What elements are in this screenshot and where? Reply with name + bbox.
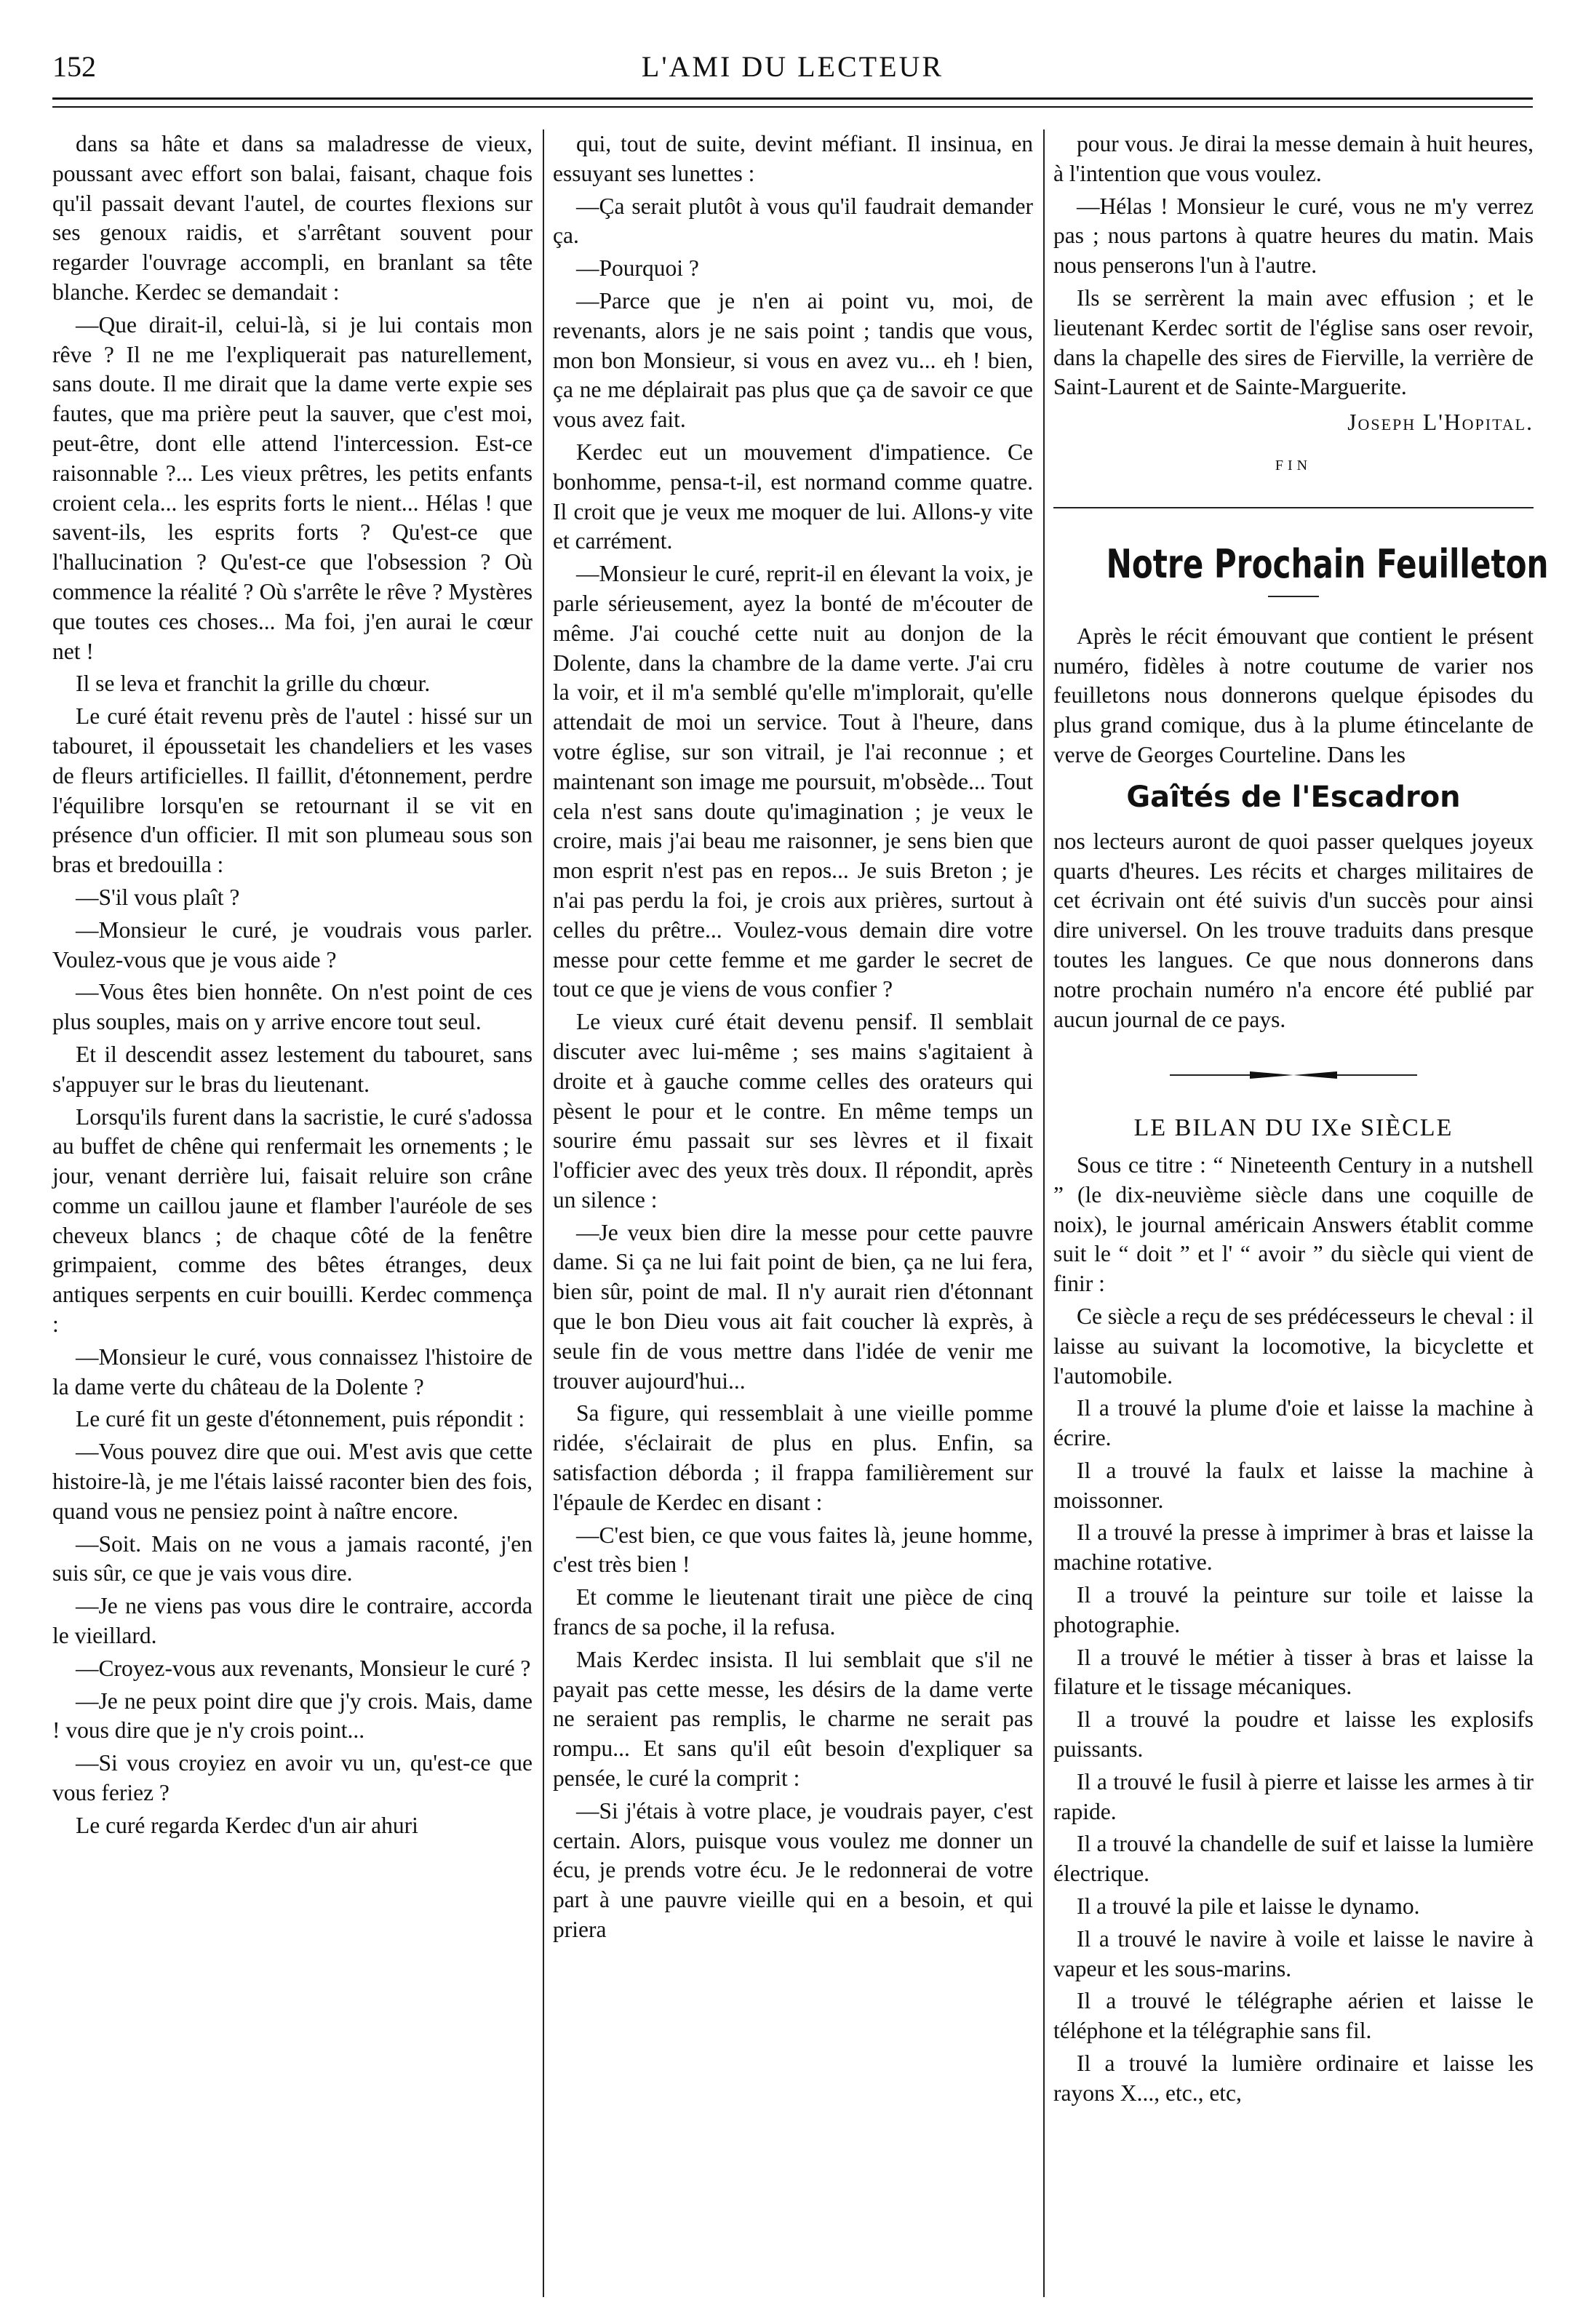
paragraph: Il a trouvé la poudre et laisse les explosifs puissants. bbox=[1053, 1706, 1534, 1762]
column-1 bbox=[52, 129, 533, 1844]
paragraph: —Hélas ! Monsieur le curé, vous ne m'y verrez pas ; nous partons à quatre heures du matin. Mais nous penserons l'un à l'autre. bbox=[1053, 193, 1534, 279]
bilan-heading: LE BILAN DU IXe SIÈCLE bbox=[1133, 1114, 1454, 1142]
paragraph: Kerdec eut un mouvement d'impatience. Ce bonhomme, pensa-t-il, est normand comme quatre. Il croit que je veux me moquer de lui. Allons-y vite et carrément. bbox=[553, 439, 1033, 554]
paragraph: Il a trouvé la chandelle de suif et laisse la lumière électrique. bbox=[1053, 1831, 1534, 1887]
journal-title: L'AMI DU LECTEUR bbox=[641, 50, 944, 83]
paragraph: —Je veux bien dire la messe pour cette pauvre dame. Si ça ne lui fait point de bien, ça ne lui fera, bien sûr, point de mal. Il n'y aurait rien d'étonnant que le bon Dieu vous ait fait coucher là exprès, à seule fin de vous mettre dans l'idée de venir me trouver aujourd'hui... bbox=[553, 1219, 1033, 1394]
paragraph: Il a trouvé la lumière ordinaire et laisse les rayons X..., etc., etc, bbox=[1053, 2051, 1534, 2106]
column-2 bbox=[553, 129, 1033, 1948]
paragraph: Et comme le lieutenant tirait une pièce de cinq francs de sa poche, il la refusa. bbox=[553, 1584, 1033, 1640]
ornament-divider bbox=[1053, 1061, 1534, 1090]
paragraph: Mais Kerdec insista. Il lui semblait que s'il ne payait pas cette messe, les désirs de la dame verte ne seraient pas remplis, le charme ne serait pas rompu... Et sans qu'il eût besoin d'expliquer sa pensée, le curé la comprit : bbox=[553, 1646, 1033, 1792]
small-rule bbox=[1268, 596, 1319, 597]
paragraph: —Parce que je n'en ai point vu, moi, de revenants, alors je ne sais point ; tandis que vous, mon bon Monsieur, si vous en avez vu... eh ! bien, ça ne me déplairait pas plus que ça de savoir ce que vous avez fait. bbox=[553, 287, 1033, 433]
paragraph: qui, tout de suite, devint méfiant. Il insinua, en essuyant ses lunettes : bbox=[553, 131, 1033, 186]
paragraph: Le curé fit un geste d'étonnement, puis répondit : bbox=[76, 1406, 525, 1432]
feuilleton-heading: Notre Prochain Feuilleton bbox=[1106, 540, 1549, 587]
paragraph: —Je ne viens pas vous dire le contraire, accorda le vieillard. bbox=[52, 1593, 533, 1649]
paragraph: Le curé regarda Kerdec d'un air ahuri bbox=[76, 1812, 418, 1838]
feuilleton-body: nos lecteurs auront de quoi passer quelques joyeux quarts d'heures. Les récits et charges militaires de cet écrivain ont été suivis d'un succès pour ainsi dire universel. On les trouve traduits dans presque toutes les langues. Ce que nous donnerons dans notre prochain numéro n'a encore été publié par aucun journal de ce pays. bbox=[1053, 828, 1534, 1032]
paragraph: —Si j'étais à votre place, je voudrais payer, c'est certain. Alors, puisque vous voulez me donner un écu, je prends votre écu. Je le redonnerai de votre part à une pauvre vieille qui en a besoin, et qui priera bbox=[553, 1797, 1033, 1943]
section-rule bbox=[1053, 507, 1534, 508]
column-3 bbox=[1053, 129, 1549, 2112]
paragraph: Ils se serrèrent la main avec effusion ; et le lieutenant Kerdec sortit de l'église sans oser revoir, dans la chapelle des sires de Fierville, la verrière de Saint-Laurent et de Sainte-Marguerite. bbox=[1053, 284, 1534, 400]
paragraph: Il a trouvé le télégraphe aérien et laisse le téléphone et la télégraphie sans fil. bbox=[1053, 1988, 1534, 2044]
paragraph: —Monsieur le curé, je voudrais vous parler. Voulez-vous que je vous aide ? bbox=[52, 917, 533, 973]
paragraph: Il a trouvé la presse à imprimer à bras et laisse la machine rotative. bbox=[1053, 1520, 1534, 1576]
paragraph: —Vous êtes bien honnête. On n'est point de ces plus souples, mais on y arrive encore tout seul. bbox=[52, 979, 533, 1035]
paragraph: Il a trouvé la pile et laisse le dynamo. bbox=[1077, 1893, 1420, 1920]
paragraph: dans sa hâte et dans sa maladresse de vieux, poussant avec effort son balai, faisant, chaque fois qu'il passait devant l'autel, de courtes flexions sur ses genoux raidis, et s'arrêtant souvent pour regarder l'ouvrage accompli, en branlant sa tête blanche. Kerdec se demandait : bbox=[52, 131, 533, 305]
feuilleton-title: Gaîtés de l'Escadron bbox=[1126, 780, 1461, 814]
paragraph: Il a trouvé la peinture sur toile et laisse la photographie. bbox=[1053, 1582, 1534, 1637]
story-ending bbox=[1053, 129, 1534, 402]
paragraph: —Soit. Mais on ne vous a jamais raconté, j'en suis sûr, ce que je vais vous dire. bbox=[52, 1530, 533, 1586]
paragraph: Et il descendit assez lestement du tabouret, sans s'appuyer sur le bras du lieutenant. bbox=[52, 1041, 533, 1097]
column-divider bbox=[543, 129, 544, 2297]
page-number: 152 bbox=[52, 50, 96, 83]
bilan-body bbox=[1053, 1151, 1534, 2109]
paragraph: —C'est bien, ce que vous faites là, jeune homme, c'est très bien ! bbox=[553, 1522, 1033, 1578]
paragraph: Il se leva et franchit la grille du chœur. bbox=[76, 671, 431, 697]
paragraph: Sa figure, qui ressemblait à une vieille pomme ridée, s'éclairait de plus en plus. Enfin, sa satisfaction déborda ; il frappa familièrement sur l'épaule de Kerdec en disant : bbox=[553, 1400, 1033, 1515]
header-rule-thin bbox=[52, 106, 1533, 108]
paragraph: Il a trouvé le métier à tisser à bras et laisse la filature et le tissage mécaniques. bbox=[1053, 1644, 1534, 1700]
page-header bbox=[52, 44, 1533, 102]
header-rule bbox=[52, 97, 1533, 100]
paragraph: —Je ne peux point dire que j'y crois. Mais, dame ! vous dire que je n'y crois point... bbox=[52, 1688, 533, 1744]
author-signature: Joseph L'Hopital. bbox=[1347, 410, 1534, 436]
paragraph: —Que dirait-il, celui-là, si je lui contais mon rêve ? Il ne me l'expliquerait pas naturellement, sans doute. Il me dirait que la dame verte expie ses fautes, que ma prière peut la sauver, que c'est moi, peut-être, dont elle attend l'intercession. Est-ce raisonnable ?... Les vieux prêtres, les petits enfants croient cela... les esprits forts le nient... Hélas ! que savent-ils, les esprits forts ? Qu'est-ce que l'hallucination ? Qu'est-ce que l'obsession ? Où commence la réalité ? Où s'arrête le rêve ? Mystères que toutes ces choses... Ma foi, j'en aurai le cœur net ! bbox=[52, 311, 533, 664]
paragraph: —Monsieur le curé, vous connaissez l'histoire de la dame verte du château de la Dolente ? bbox=[52, 1343, 533, 1399]
fin-mark: FIN bbox=[1275, 457, 1312, 474]
paragraph: Lorsqu'ils furent dans la sacristie, le curé s'adossa au buffet de chêne qui renfermait les ornements ; le jour, venant derrière lui, faisait reluire son crâne comme un caillou jaune et flamber l'auréole de ses cheveux blancs ; de chaque côté de la fenêtre grimpaient, comme des bêtes étranges, deux antiques serpents en cuir bouilli. Kerdec commença : bbox=[52, 1103, 533, 1338]
paragraph: Le vieux curé était devenu pensif. Il semblait discuter avec lui-même ; ses mains s'agitaient à droite et à gauche comme celles des orateurs qui pèsent le pour et le contre. En même temps un sourire ému passait sur ses lèvres et il fixait l'officier avec des yeux très doux. Il répondit, après un silence : bbox=[553, 1009, 1033, 1213]
paragraph: Il a trouvé la faulx et laisse la machine à moissonner. bbox=[1053, 1457, 1534, 1513]
paragraph: Il a trouvé la plume d'oie et laisse la machine à écrire. bbox=[1053, 1395, 1534, 1451]
paragraph: —Monsieur le curé, reprit-il en élevant la voix, je parle sérieusement, ayez la bonté de m'écouter de même. J'ai couché cette nuit au donjon de la Dolente, dans la chambre de la dame verte. J'ai cru la voir, et il m'a semblé qu'elle m'implorait, qu'elle attendait de moi un service. Tout à l'heure, dans votre église, sur son vitrail, je l'ai reconnue ; et maintenant son image me poursuit, m'obsède... Tout cela n'est sans doute qu'imagination ; je veux le croire, mais j'ai beau me raisonner, je sens bien que mon esprit n'est pas en repos... Je suis Breton ; je n'ai pas perdu la foi, je crois aux prières, surtout à celles du prêtre... Voulez-vous demain dire votre messe pour cette femme et me garder le secret de tout ce que je viens de vous confier ? bbox=[553, 561, 1033, 1002]
paragraph: —S'il vous plaît ? bbox=[76, 884, 240, 910]
paragraph: —Ça serait plutôt à vous qu'il faudrait demander ça. bbox=[553, 193, 1033, 249]
feuilleton-intro: Après le récit émouvant que contient le présent numéro, fidèles à notre coutume de varier nos feuilletons nous donnerons quelque épisodes du plus grand comique, dus à la plume étincelante de verve de Georges Courteline. Dans les bbox=[1053, 623, 1534, 767]
paragraph: —Pourquoi ? bbox=[576, 255, 699, 281]
paragraph: —Si vous croyiez en avoir vu un, qu'est-ce que vous feriez ? bbox=[52, 1750, 533, 1806]
paragraph: Le curé était revenu près de l'autel : hissé sur un tabouret, il époussetait les chandeliers et les vases de fleurs artificielles. Il faillit, d'étonnement, perdre l'équilibre lorsqu'en se retournant il se vit en présence d'un officier. Il mit son plumeau sous son bras et bredouilla : bbox=[52, 703, 533, 878]
paragraph: —Croyez-vous aux revenants, Monsieur le curé ? bbox=[76, 1655, 531, 1681]
paragraph: Sous ce titre : “ Nineteenth Century in a nutshell ” (le dix-neuvième siècle dans une coquille de noix), le journal américain Answers établit comme suit le “ doit ” et l' “ avoir ” du siècle qui vient de finir : bbox=[1053, 1151, 1534, 1297]
paragraph: Il a trouvé le navire à voile et laisse le navire à vapeur et les sous-marins. bbox=[1053, 1925, 1534, 1981]
paragraph: Ce siècle a reçu de ses prédécesseurs le cheval : il laisse au suivant la locomotive, la bicyclette et l'automobile. bbox=[1053, 1303, 1534, 1389]
column-divider bbox=[1043, 129, 1045, 2297]
paragraph: —Vous pouvez dire que oui. M'est avis que cette histoire-là, je me l'étais laissé raconter bien des fois, quand vous ne pensiez point à naître encore. bbox=[52, 1439, 533, 1524]
paragraph: Il a trouvé le fusil à pierre et laisse les armes à tir rapide. bbox=[1053, 1768, 1534, 1824]
paragraph: pour vous. Je dirai la messe demain à huit heures, à l'intention que vous voulez. bbox=[1053, 131, 1534, 186]
